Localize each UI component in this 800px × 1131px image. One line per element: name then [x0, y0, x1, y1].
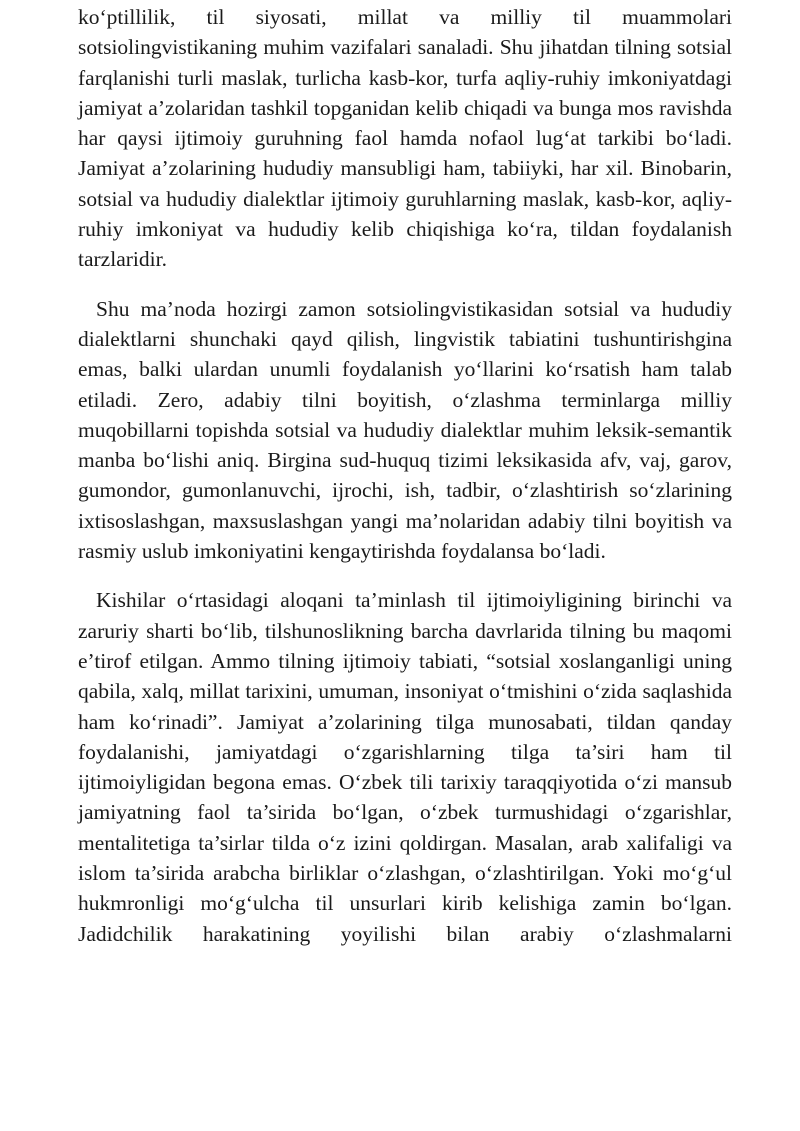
document-page	[78, 2, 732, 949]
paragraph-3: Kishilar o‘rtasidagi aloqani ta’minlash til ijtimoiyligining birinchi va zaruriy sharti bo‘lib, tilshunoslikning barcha davrlarida tilning bu maqomi e’tirof etilgan. Ammo tilning ijtimoiy tabiati, “sotsial xoslanganligi uning qabila, xalq, millat tarixini, umuman, insoniyat o‘tmishini o‘zida saqlashida ham ko‘rinadi”. Jamiyat a’zolarining tilga munosabati, tildan qanday foydalanishi, jamiyatdagi o‘zgarishlarning tilga ta’siri ham til ijtimoiyligidan begona emas. O‘zbek tili tarixiy taraqqiyotida o‘zi mansub jamiyatning faol ta’sirida bo‘lgan, o‘zbek turmushidagi o‘zgarishlar, mentalitetiga ta’sirlar tilda o‘z izini qoldirgan. Masalan, arab xalifaligi va islom ta’sirida arabcha birliklar o‘zlashgan, o‘zlashtirilgan. Yoki mo‘g‘ul hukmronligi mo‘g‘ulcha til unsurlari kirib kelishiga zamin bo‘lgan. Jadidchilik harakatining yoyilishi bilan arabiy o‘zlashmalarni	[78, 588, 732, 946]
paragraph-1: ko‘ptillilik, til siyosati, millat va milliy til muammolari sotsiolingvistikaning muhim vazifalari sanaladi. Shu jihatdan tilning sotsial farqlanishi turli maslak, turlicha kasb-kor, turfa aqliy-ruhiy imkoniyatdagi jamiyat a’zolaridan tashkil topganidan kelib chiqadi va bunga mos ravishda har qaysi ijtimoiy guruhning faol hamda nofaol lug‘at tarkibi bo‘ladi. Jamiyat a’zolarining hududiy mansubligi ham, tabiiyki, har xil. Binobarin, sotsial va hududiy dialektlar ijtimoiy guruhlarning maslak, kasb-kor, aqliy-ruhiy imkoniyat va hududiy kelib chiqishiga ko‘ra, tildan foydalanish tarzlaridir.	[78, 5, 732, 272]
paragraph-2: Shu ma’noda hozirgi zamon sotsiolingvistikasidan sotsial va hududiy dialektlarni shunchaki qayd qilish, lingvistik tabiatini tushuntirishgina emas, balki ulardan unumli foydalanish yo‘llarini ko‘rsatish ham talab etiladi. Zero, adabiy tilni boyitish, o‘zlashma terminlarga milliy muqobillarni topishda sotsial va hududiy dialektlar muhim leksik-semantik manba bo‘lishi aniq. Birgina sud-huquq tizimi leksikasida afv, vaj, garov, gumondor, gumonlanuvchi, ijrochi, ish, tadbir, o‘zlashtirish so‘zlarining ixtisoslashgan, maxsuslashgan yangi ma’nolaridan adabiy tilni boyitish va rasmiy uslub imkoniyatini kengaytirishda foydalansa bo‘ladi.	[78, 296, 732, 564]
